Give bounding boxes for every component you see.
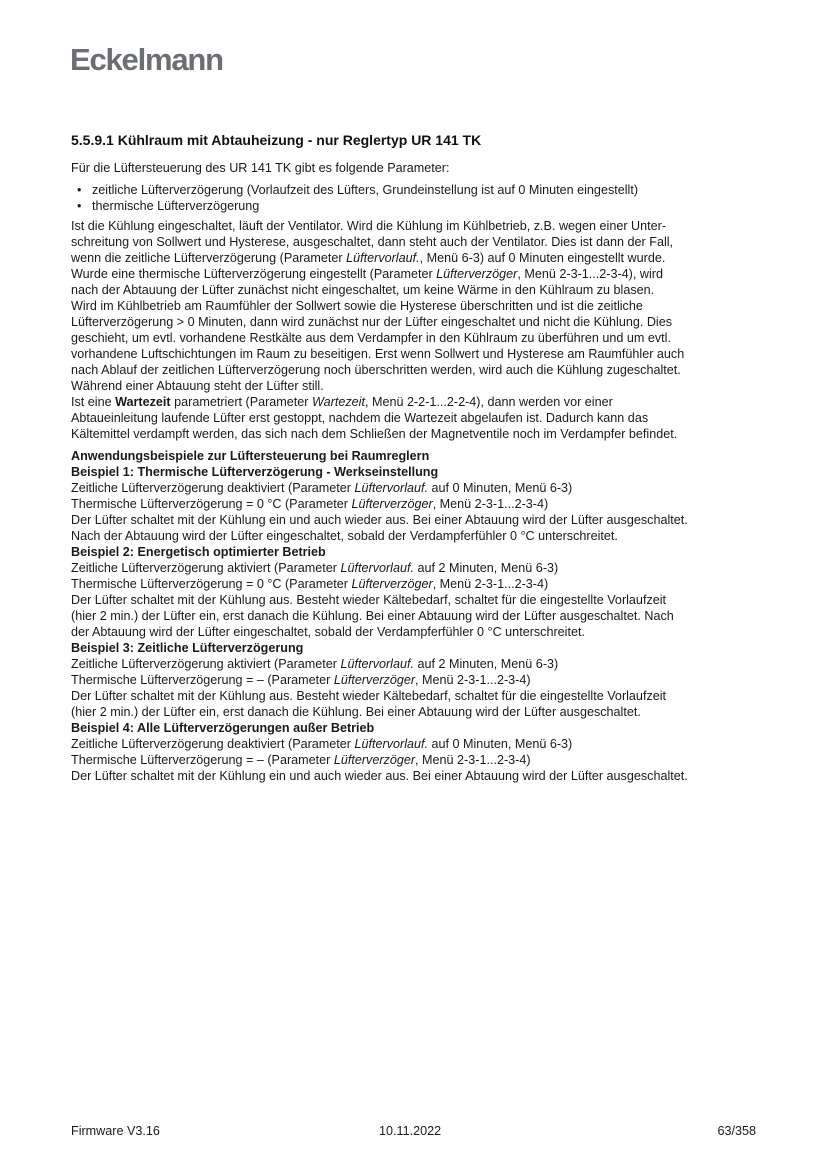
text-line: Abtaueinleitung laufende Lüfter erst gestoppt, nachdem die Wartezeit abgelaufen ist. Dadurch kann das	[71, 411, 649, 425]
text-line: Thermische Lüfterverzögerung = 0 °C (Parameter Lüfterverzöger, Menü 2-3-1...2-3-4)	[71, 497, 549, 511]
eckelmann-logo: Eckelmann	[70, 42, 223, 77]
text-line: Wurde eine thermische Lüfterverzögerung eingestellt (Parameter Lüfterverzöger, Menü 2-3-1...2-3-4), wird	[71, 267, 663, 281]
text-line: Nach der Abtauung wird der Lüfter eingeschaltet, sobald der Verdampferfühler 0 °C unterschreitet.	[71, 529, 618, 543]
intro-text: Für die Lüftersteuerung des UR 141 TK gibt es folgende Parameter:	[71, 161, 450, 175]
application-examples-heading: Anwendungsbeispiele zur Lüftersteuerung bei Raumreglern	[71, 449, 430, 463]
text-line: Zeitliche Lüfterverzögerung aktiviert (Parameter Lüftervorlauf. auf 2 Minuten, Menü 6-3)	[71, 561, 559, 575]
text-line: der Abtauung wird der Lüfter eingeschaltet, sobald der Verdampferfühler 0 °C unterschreitet.	[71, 625, 585, 639]
page-content	[71, 131, 761, 784]
document-date: 10.11.2022	[379, 1124, 442, 1138]
parameter-list	[71, 182, 761, 214]
text-line: (hier 2 min.) der Lüfter ein, erst danach die Kühlung. Bei einer Abtauung wird der Lüfter ausgeschaltet.	[71, 705, 641, 719]
bullet-icon: •	[77, 199, 82, 213]
example-3	[71, 640, 761, 720]
text-line: Während einer Abtauung steht der Lüfter still.	[71, 379, 324, 393]
text-line: Lüfterverzögerung > 0 Minuten, dann wird zunächst nur der Lüfter eingeschaltet und nicht die Kühlung. Dies	[71, 315, 673, 329]
page-number: 63/358	[717, 1124, 756, 1138]
text-line: Zeitliche Lüfterverzögerung aktiviert (Parameter Lüftervorlauf. auf 2 Minuten, Menü 6-3)	[71, 657, 559, 671]
text-line: Der Lüfter schaltet mit der Kühlung aus. Besteht wieder Kältebedarf, schaltet für die eingestellte Vorlaufzeit	[71, 593, 667, 607]
list-item: • zeitliche Lüfterverzögerung (Vorlaufzeit des Lüfters, Grundeinstellung ist auf 0 Minuten eingestellt)	[77, 183, 639, 197]
example-2	[71, 544, 761, 640]
text-line: Ist eine Wartezeit parametriert (Parameter Wartezeit, Menü 2-2-1...2-2-4), dann werden vor einer	[71, 395, 613, 409]
text-line: nach der Abtauung der Lüfter zunächst nicht eingeschaltet, um keine Wärme in den Kühlraum zu blasen.	[71, 283, 655, 297]
example-heading: Beispiel 4: Alle Lüfterverzögerungen außer Betrieb	[71, 721, 375, 735]
firmware-version: Firmware V3.16	[71, 1124, 160, 1138]
example-4	[71, 720, 761, 784]
example-heading: Beispiel 2: Energetisch optimierter Betrieb	[71, 545, 326, 559]
text-line: Thermische Lüfterverzögerung = – (Parameter Lüfterverzöger, Menü 2-3-1...2-3-4)	[71, 753, 531, 767]
text-line: Thermische Lüfterverzögerung = – (Parameter Lüfterverzöger, Menü 2-3-1...2-3-4)	[71, 673, 531, 687]
text-line: Wird im Kühlbetrieb am Raumfühler der Sollwert sowie die Hysterese überschritten und ist die zeitliche	[71, 299, 643, 313]
text-line: Der Lüfter schaltet mit der Kühlung aus. Besteht wieder Kältebedarf, schaltet für die eingestellte Vorlaufzeit	[71, 689, 667, 703]
text-line: (hier 2 min.) der Lüfter ein, erst danach die Kühlung. Bei einer Abtauung wird der Lüfter ausgeschaltet. Nach	[71, 609, 674, 623]
examples-block	[71, 464, 761, 784]
text-line: wenn die zeitliche Lüfterverzögerung (Parameter Lüftervorlauf., Menü 6-3) auf 0 Minuten eingestellt wurde.	[71, 251, 666, 265]
text-line: Der Lüfter schaltet mit der Kühlung ein und auch wieder aus. Bei einer Abtauung wird der Lüfter ausgeschaltet.	[71, 769, 688, 783]
wartezeit-paragraph	[71, 394, 761, 442]
list-item: • thermische Lüfterverzögerung	[77, 199, 260, 213]
text-line: Der Lüfter schaltet mit der Kühlung ein und auch wieder aus. Bei einer Abtauung wird der Lüfter ausgeschaltet.	[71, 513, 688, 527]
text-line: schreitung von Sollwert und Hysterese, ausgeschaltet, dann steht auch der Ventilator. Dies ist dann der Fall,	[71, 235, 674, 249]
example-heading: Beispiel 1: Thermische Lüfterverzögerung - Werkseinstellung	[71, 465, 439, 479]
text-line: Thermische Lüfterverzögerung = 0 °C (Parameter Lüfterverzöger, Menü 2-3-1...2-3-4)	[71, 577, 549, 591]
text-line: Kältemittel verdampft werden, das sich nach dem Schließen der Magnetventile noch im Verdampfer befindet.	[71, 427, 678, 441]
text-line: geschieht, um evtl. vorhandene Restkälte aus dem Verdampfer in den Kühlraum zu überführen und um evtl.	[71, 331, 671, 345]
section-heading: 5.5.9.1 Kühlraum mit Abtauheizung - nur Reglertyp UR 141 TK	[71, 132, 482, 148]
example-1	[71, 464, 761, 544]
text-line: Zeitliche Lüfterverzögerung deaktiviert (Parameter Lüftervorlauf. auf 0 Minuten, Menü 6-3)	[71, 481, 573, 495]
text-line: Zeitliche Lüfterverzögerung deaktiviert (Parameter Lüftervorlauf. auf 0 Minuten, Menü 6-3)	[71, 737, 573, 751]
bullet-icon: •	[77, 183, 82, 197]
text-line: vorhandene Luftschichtungen im Raum zu beseitigen. Erst wenn Sollwert und Hysterese am Raumfühler auch	[71, 347, 685, 361]
text-line: nach Ablauf der zeitlichen Lüfterverzögerung noch überschritten werden, wird auch die Kühlung zugeschaltet.	[71, 363, 681, 377]
text-line: Ist die Kühlung eingeschaltet, läuft der Ventilator. Wird die Kühlung im Kühlbetrieb, z.B. wegen einer Unter-	[71, 219, 667, 233]
description-paragraph	[71, 218, 761, 394]
example-heading: Beispiel 3: Zeitliche Lüfterverzögerung	[71, 641, 304, 655]
page-footer	[71, 1123, 756, 1141]
